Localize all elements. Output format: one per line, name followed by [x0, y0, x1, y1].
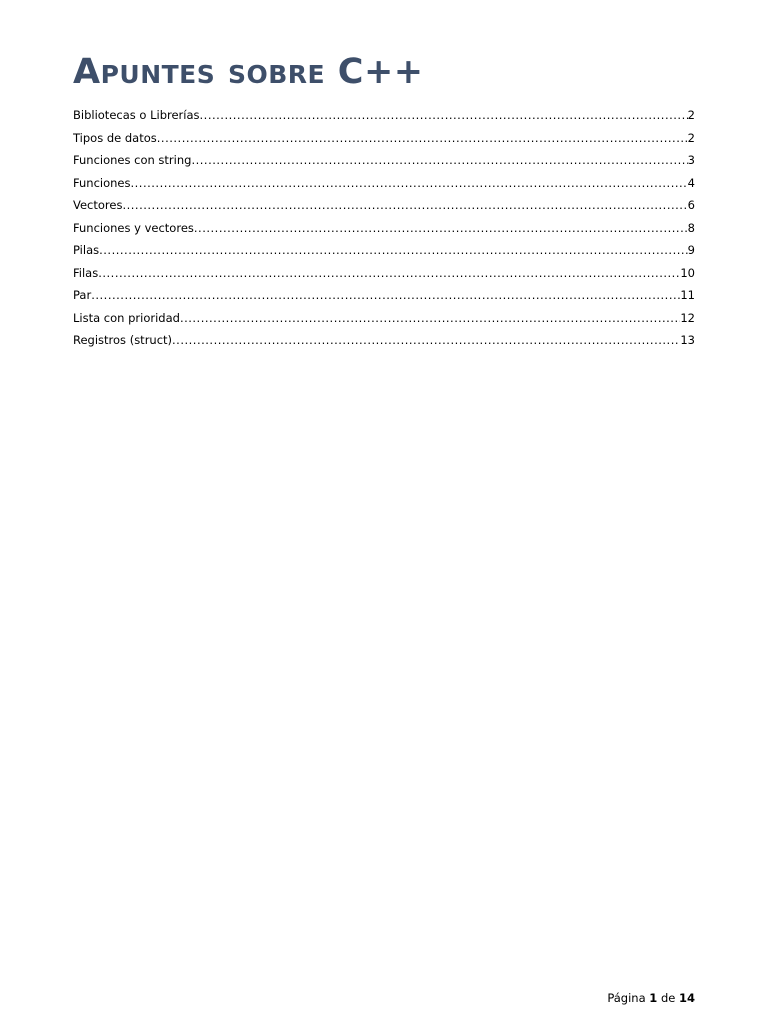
- toc-dot-leader: [122, 194, 687, 217]
- toc-dot-leader: [172, 329, 680, 352]
- toc-entry-label: Bibliotecas o Librerías: [73, 108, 200, 122]
- toc-entry-page: 11: [680, 288, 695, 302]
- toc-dot-leader: [157, 127, 688, 150]
- toc-entry[interactable]: [73, 239, 695, 262]
- footer-of-word: de: [660, 991, 676, 1005]
- toc-entry-label: Funciones: [73, 175, 131, 190]
- toc-entry-label: Pilas: [73, 243, 100, 257]
- footer-current-page: 1: [649, 991, 658, 1005]
- toc-entry-label: Tipos de datos: [73, 130, 157, 145]
- toc-dot-leader: [194, 217, 688, 240]
- toc-entry[interactable]: [73, 172, 695, 195]
- footer-page-word: Página: [607, 991, 646, 1005]
- toc-dot-leader: [180, 307, 680, 330]
- toc-entry[interactable]: [73, 104, 695, 127]
- toc-entry-label: Lista con prioridad: [73, 310, 180, 325]
- toc-entry-label: Funciones con string: [73, 153, 192, 167]
- toc-entry[interactable]: [73, 217, 695, 240]
- toc-entry-page: 13: [680, 333, 695, 347]
- toc-entry-label: Filas: [73, 265, 99, 280]
- toc-dot-leader: [91, 284, 680, 307]
- toc-entry-page: 2: [687, 130, 695, 145]
- toc-dot-leader: [99, 239, 688, 262]
- toc-entry-page: 3: [687, 153, 695, 167]
- toc-entry[interactable]: [73, 127, 695, 150]
- toc-entry-page: 9: [687, 243, 695, 257]
- toc-entry-page: 2: [687, 108, 695, 122]
- toc-entry-page: 6: [687, 198, 695, 212]
- table-of-contents: [73, 104, 695, 352]
- toc-dot-leader: [98, 262, 680, 285]
- toc-entry-page: 8: [687, 220, 695, 235]
- toc-dot-leader: [130, 172, 687, 195]
- document-title: Apuntes sobre C++: [73, 52, 424, 92]
- toc-entry-page: 10: [680, 265, 695, 280]
- toc-entry[interactable]: [73, 307, 695, 330]
- footer-total-pages: 14: [678, 991, 695, 1005]
- toc-entry-page: 12: [680, 310, 695, 325]
- toc-entry[interactable]: [73, 194, 695, 217]
- toc-entry-label: Funciones y vectores: [73, 220, 194, 235]
- page-footer: [607, 990, 695, 1006]
- toc-entry-label: Registros (struct): [73, 333, 173, 347]
- toc-dot-leader: [200, 104, 688, 127]
- toc-entry[interactable]: [73, 262, 695, 285]
- toc-entry[interactable]: [73, 149, 695, 172]
- toc-entry[interactable]: [73, 284, 695, 307]
- toc-dot-leader: [191, 149, 687, 172]
- toc-entry-label: Vectores: [73, 198, 123, 212]
- toc-entry[interactable]: [73, 329, 695, 352]
- toc-entry-page: 4: [687, 175, 695, 190]
- toc-entry-label: Par: [73, 288, 92, 302]
